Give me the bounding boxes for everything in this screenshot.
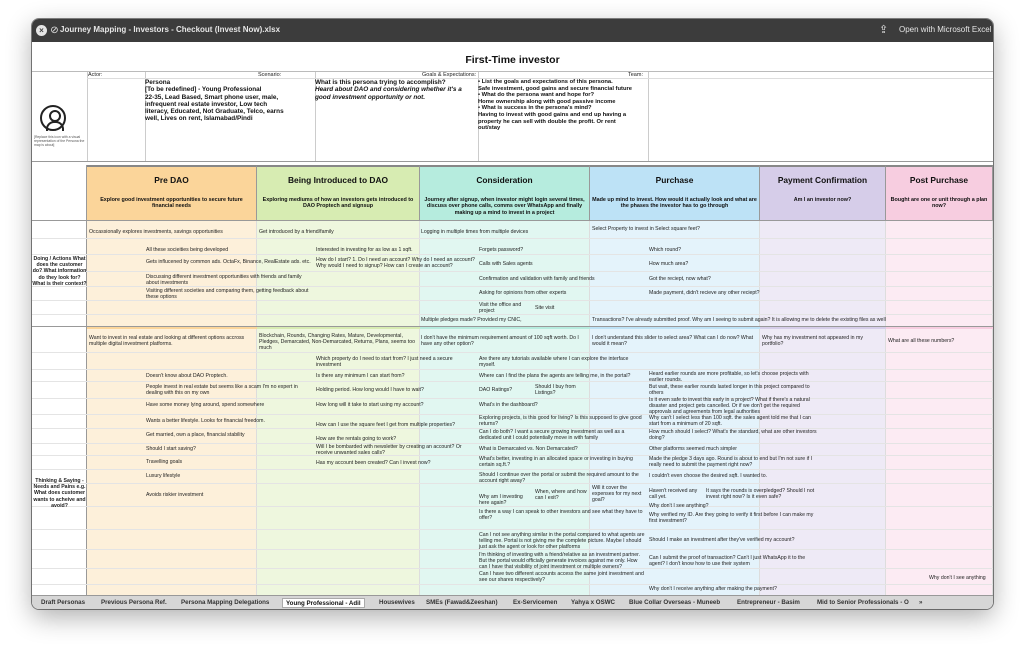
sheet-area[interactable] [32,42,993,595]
sheet-cell[interactable]: Gets influcened by common ads. OctaFx, Binance, RealEstate ads. etc. [146,259,311,265]
sheet-cell[interactable]: Should I buy from Listings? [535,384,576,397]
sheet-cell[interactable]: How much area? [649,261,689,267]
doing-row-label: Doing / Actions What does the customer do? What information do they look for? What is their context? [32,256,87,287]
spreadsheet-window [32,19,993,609]
sheet-tab[interactable]: Yahya x OSWC [571,599,616,606]
sheet-cell[interactable]: People invest in real estate but seems like a scam I'm no expert in dealing with this on my own [146,384,298,397]
phase-goal[interactable]: Explore good investment opportunities to secure future financial needs [87,192,257,220]
sheet-cell[interactable]: Where can I find the plans the agents are telling me, in the portal? [479,373,631,379]
sheet-cell[interactable]: But wait, these earlier rounds lasted longer in this project compared to others [649,384,810,397]
sheet-cell[interactable]: Site visit [535,305,555,311]
persona-line: [To be redefined] - Young Professional [145,86,262,94]
sheet-cell[interactable]: How do I start? 1. Do I need an account? Why do I need an account? Why would I need to signup? How can I create an account? [316,257,475,270]
sheet-cell[interactable]: Interested in investing for as low as 1 sqft. [316,247,413,253]
goals-label: Goals & Expectations: [422,72,477,78]
window-title: Journey Mapping - Investors - Checkout (Invest Now).xlsx [60,25,281,34]
sheet-cell[interactable]: Are there any tutorials available where I can explore the interface myself. [479,356,629,369]
avatar-caption: [Replace this icon with a visual representation of the Persona the map is about] [34,135,85,148]
sheet-cell[interactable]: Is there a way I can speak to other investors and see what they have to offer? [479,509,643,522]
phase-goal[interactable]: Am I an investor now? [760,192,886,220]
sheet-cell[interactable]: Why am I investing here again? [479,494,523,507]
sheet-tab[interactable]: Young Professional - Adil [282,598,365,608]
sheet-cell[interactable]: Why don't I see anything? [649,503,709,509]
team-label: Team: [628,72,643,78]
sheet-cell[interactable]: I couldn't even choose the desired sqft. I wanted to. [649,473,768,479]
scenario-line: Heard about DAO and considering whether it's a [315,86,462,94]
persona-line: literacy, Educated, Not Graduate, Telco, earns [145,108,284,116]
sheet-cell[interactable]: Why can't I select less than 100 sqft. the sales agent told me that I can start from a minimum of 20 sqft. [649,415,811,428]
sheet-cell[interactable]: Can I have two different accounts access the same joint investment and see our shares respectively? [479,571,644,584]
persona-line: Persona [145,79,171,86]
goals-line: Home ownership along with good passive income [478,98,616,105]
sheet-cell[interactable]: Which property do I need to start from? I just need a secure investment [316,356,453,369]
sheet-cell[interactable]: Why has my investment not appeared in my portfolio? [762,335,863,348]
sheet-cell[interactable]: Discussing different investment opportunities with friends and family about investments [146,274,302,287]
sheet-cell[interactable]: Should I continue over the portal or submit the required amount to the account right away? [479,472,639,485]
title-bar [32,19,993,42]
sheet-cell[interactable]: Want to invest in real estate and looking at different options accross multiple digital investment platforms. [89,335,245,348]
sheet-cell[interactable]: How can I use the square feet I get from multiple properties? [316,422,455,428]
sheet-cell[interactable]: Should I start saving? [146,446,196,452]
sheet-cell[interactable]: All these socieities being developed [146,247,229,253]
goals-line: Safe investment, good gains and secure financial future [478,85,632,92]
sheet-cell[interactable]: When, where and how can I exit? [535,489,587,502]
persona-line: well, Lives on rent, Islamabad/Pindi [145,115,253,123]
sheet-cell[interactable]: Haven't received any call yet. [649,488,698,501]
share-icon[interactable]: ⇪ [879,24,889,36]
phase-goal[interactable]: Made up mind to invest. How would it actually look and what are the phases the investor has to go through [590,192,760,220]
sheet-cell[interactable]: Is it even safe to invest this early in a project? What if there's a natural disaster and project gets cancelled. Or if we don't get the required approvals and agreements from legal authorities [649,397,810,416]
phase-header[interactable]: Consideration [420,165,590,192]
sheet-cell[interactable]: Is there any minimum I can start from? [316,373,405,379]
goals-line: property he can sell with double the profit. Or rent [478,118,616,125]
sheet-cell[interactable]: Visit the office and project [479,302,522,315]
sheet-cell[interactable]: Has my account been created? Can I invest now? [316,460,431,466]
sheet-tab[interactable]: Ex-Servicemen [513,599,558,606]
sheet-cell[interactable]: Holding period. How long would I have to wait? [316,387,424,393]
persona-line: infrequent real estate investor, Low tech [145,100,268,108]
sheet-tab[interactable]: Draft Personas [41,599,86,606]
close-button[interactable]: × [36,25,47,36]
sheet-tab[interactable]: Previous Persona Ref. [101,599,167,606]
sheet-cell[interactable]: Why verified my ID. Are they going to verify it first before I can make my first investment? [649,512,814,525]
sheet-cell[interactable]: I don't have the minimum requirement amount of 100 sqft worth. Do I have any other option? [421,335,579,348]
sheet-cell[interactable]: Wants a better lifestyle. Looks for financial freedom. [146,418,265,424]
sheet-cell[interactable]: DAO Ratings? [479,387,513,393]
scenario-label: Scenario: [258,72,282,78]
sheet-tab[interactable]: Housewives [379,599,415,606]
sheet-tab[interactable]: SMEs (Fawad&Zeeshan) [426,599,498,606]
persona-description [145,79,315,123]
sheet-cell[interactable]: Doesn't know about DAO Proptech. [146,373,228,379]
sheet-cell[interactable]: It says the rounds is overpledged? Should I not invest right now? Is it even safe? [706,488,815,501]
sheet-cell[interactable]: Confirmation and validation with family and friends [479,276,595,282]
phase-goal[interactable]: Bought are one or unit through a plan now? [886,192,993,220]
phase-goal[interactable]: Exploring mediums of how an investors gets introduced to DAO Proptech and signsup [257,192,420,220]
sheet-cell[interactable]: Luxury lifestyle [146,473,181,479]
phase-separator [590,327,760,329]
phase-header[interactable]: Purchase [590,165,760,192]
sheet-cell[interactable]: How much should I select? What's the standard, what are other investors doing? [649,429,817,442]
sheet-tabs [32,595,993,609]
scenario-line: What is this persona trying to accomplish? [315,79,446,86]
goals-description [478,79,650,132]
sheet-cell[interactable]: I don't understand this slider to select area? What can I do now? What would it mean? [592,335,754,348]
sheet-cell[interactable]: Avoids riskier investment [146,492,204,498]
phase-header[interactable]: Post Purchase [886,165,993,192]
sheet-cell[interactable]: Visiting different societies and comparing them, getting feedback about these options [146,288,309,301]
sheet-cell[interactable]: Made the pledge 3 days ago. Round is about to end but I'm not sure if I really need to submit the payment right now? [649,456,813,469]
thinking-row-label: Thinking & Saying - Needs and Pains e.g. What does customer wants to acheive and avoid? [33,478,86,509]
phase-separator [257,327,420,329]
sheet-cell[interactable]: Can I not see anything similar in the portal compared to what agents are telling me. Portal is not giving me the complete picture. Maybe I should just ask the agent or look for other platforms [479,532,645,551]
sheet-cell[interactable]: Other platforms seemed much simpler [649,446,737,452]
sheet-cell[interactable]: Occassionally explores investments, savings opportunities [89,229,223,235]
sheet-title: First-Time investor [32,42,993,72]
sheet-cell[interactable]: What is Demarcated vs. Non Demarcated? [479,446,578,452]
actor-label: Actor: [88,72,103,78]
sheet-cell[interactable]: What are all these numbers? [888,338,955,344]
no-entry-icon: ⊘ [50,25,59,36]
sheet-cell[interactable]: Transactions? I've already submitted proof. Why am I seeing to submit again? It is allowing me to delete the existing files as well [592,317,886,323]
sheet-cell[interactable]: Calls with Sales agents [479,261,533,267]
sheet-cell[interactable]: Exploring projects, is this good for living? Is this supposed to give good returns? [479,415,642,428]
goals-line: • List the goals and expectations of this persona. [478,79,613,85]
goals-line: Having to invest with good gains and end up having a [478,111,627,118]
sheet-cell[interactable]: Get married, own a place, financial stability [146,432,245,438]
phase-separator [886,327,993,329]
open-with-excel-button[interactable]: Open with Microsoft Excel [899,25,992,34]
sheet-cell[interactable]: Why don't I receive anything after making the payment? [649,586,777,592]
sheet-cell[interactable]: Can I submit the proof of transaction? Can't I just WhatsApp it to the agent? I don't know how to use their system [649,555,806,568]
sheet-tab[interactable]: Entrepreneur - Basim [737,599,800,606]
sheet-cell[interactable]: Got the reciept, now what? [649,276,711,282]
sheet-cell[interactable]: Will I be bombarded with newsletter by creating an account? Or receive unwanted sales calls? [316,444,462,457]
sheet-cell[interactable]: Travelling goals [146,459,183,465]
sheet-cell[interactable]: Logging in multiple times from multiple devices [421,229,529,235]
sheet-tab[interactable]: » [919,599,923,606]
sheet-tab[interactable]: Mid to Senior Professionals - O [817,599,909,606]
sheet-cell[interactable]: Have some money lying around, spend somewhere [146,402,265,408]
phase-band [886,220,993,595]
sheet-cell[interactable]: Which round? [649,247,682,253]
persona-line: 22-35, Lead Based, Smart phone user, male, [145,93,279,101]
goals-line: • What is success in the persona's mind? [478,105,592,112]
sheet-cell[interactable]: Asking for opinions from other experts [479,290,567,296]
goals-line: • What do the persona want and hope for? [478,92,595,99]
sheet-cell[interactable]: What's better, investing in an allocated space or investing in buying certain sq.ft.? [479,456,633,469]
goals-line: out/stay [478,125,501,132]
sheet-cell[interactable]: Blockchain, Rounds, Changing Rates, Mature, Developmental, Pledges, Demarcated, Non-Demarcated, Returns, Plans, seems too much [259,333,415,352]
sheet-cell[interactable]: Get introduced by a friend/family [259,229,334,235]
sheet-cell[interactable]: Select Property to invest in Select square feet? [592,226,700,232]
phase-separator [87,327,257,329]
phase-header[interactable]: Pre DAO [87,165,257,192]
phase-goal[interactable]: Journey after signup, when investor might login several times, discuss over phone calls, comms over WhatsApp and finally making up a mind to invest in a project [420,192,590,220]
phase-separator [760,327,886,329]
phase-header[interactable]: Being Introduced to DAO [257,165,420,192]
sheet-cell[interactable]: Will it cover the expenses for my next goal? [592,485,642,504]
sheet-cell[interactable]: How are the rentals going to work? [316,436,397,442]
sheet-cell[interactable]: Should I make an investment after they've verified my account? [649,537,795,543]
sheet-cell[interactable]: How long will it take to start using my account? [316,402,424,408]
sheet-cell[interactable]: What's in the dashboard? [479,402,538,408]
sheet-cell[interactable]: Can I do both? I want a secure growing investment as well as a dedicated unit I could potentially move in with family [479,429,625,442]
sheet-cell[interactable]: Multiple pledges made? Provided my CNIC, [421,317,522,323]
row-label-column [32,165,87,595]
sheet-cell[interactable]: I'm thinking of investing with a friend/relative as an investment partner. But the portal would officially generate invoices against me only. How can I have that visibility of joint investment or multiple owners? [479,552,641,571]
phase-header[interactable]: Payment Confirmation [760,165,886,192]
scenario-description [315,79,478,101]
persona-avatar-icon [40,105,66,131]
sheet-tab[interactable]: Persona Mapping Delegations [181,599,270,606]
sheet-cell[interactable]: Forgets password? [479,247,524,253]
sheet-tab[interactable]: Blue Collar Overseas - Muneeb [629,599,721,606]
sheet-cell[interactable]: Why don't I see anything [929,575,986,581]
scenario-line: good investment opportunity or not. [315,93,426,101]
phase-separator [420,327,590,329]
sheet-cell[interactable]: Made payment, didn't recieve any other reciept? [649,290,760,296]
sheet-cell[interactable]: Heard earlier rounds are more profitable, so let's choose projects with earlier rounds. [649,371,809,384]
